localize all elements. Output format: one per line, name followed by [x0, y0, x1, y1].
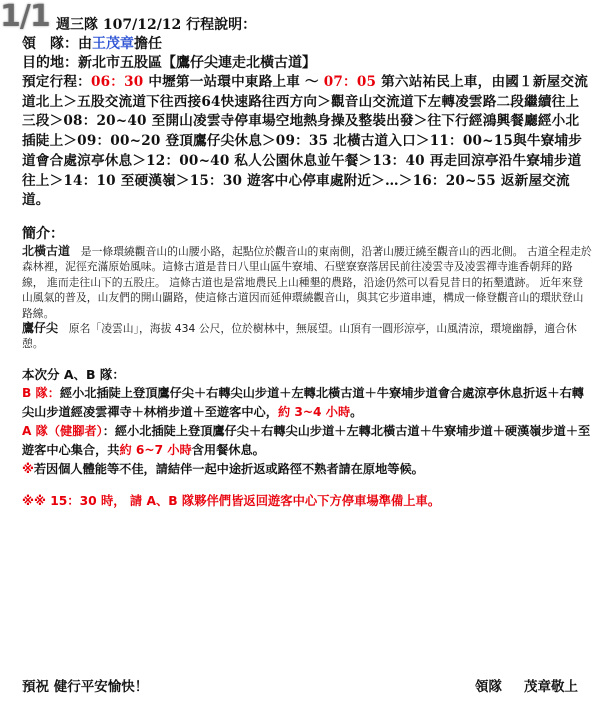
- footer-signature: 茂章敬上: [524, 679, 578, 695]
- intro-name-1: 北橫古道: [22, 243, 71, 258]
- itinerary-time-start: 06：30: [90, 74, 144, 90]
- title-prefix: 週三隊: [56, 17, 98, 33]
- title-date: 107/12/12 行程說明：: [98, 17, 257, 33]
- intro-paragraph-1: [22, 244, 592, 321]
- team-a-duration: 約 6~7 小時: [119, 442, 192, 457]
- team-b-description: [22, 384, 592, 422]
- itinerary-paragraph: [22, 73, 592, 211]
- intro-text-1: 是一條環繞觀音山的山腰小路，起點位於觀音山的東南側，沿著山腰迂繞至觀音山的西北側。 古道全程走於森林裡，泥徑充滿原始風味。這條古道是昔日八里山區牛寮埔、石壁寮寮落居民前往凌雲寺及凌雲禪寺進香朝拜的路線， 進而走往山下的五股庄。 這條古道也是當地農民上山種墾的農路，沿途仍然可以看見昔日的拓墾遺跡。 近年來登山風氣的普及，山友們的開山闢路，使這條古道因而延伸環繞觀音山，與其它步道串連，構成一條登觀音山的環狀登山路線。: [22, 244, 592, 320]
- leader-line: [22, 35, 592, 54]
- safety-note: [22, 460, 592, 479]
- page-indicator: 1/1: [0, 0, 50, 34]
- team-b-label: B 隊：: [22, 385, 60, 400]
- itinerary-time-second: 07：05: [323, 74, 377, 90]
- intro-name-2: 鷹仔尖: [22, 320, 59, 335]
- document-body: [22, 16, 592, 510]
- itinerary-segment-1: 中壢第一站環中東路上車 ～: [143, 74, 324, 90]
- safety-note-text: 若因個人體能等不佳，請結伴一起中途折返或路徑不熟者請在原地等候。: [33, 461, 424, 476]
- team-a-route: ：經小北插陡上登頂鷹仔尖＋右轉尖山步道＋左轉北橫古道＋牛寮埔步道＋硬漢嶺步道＋至遊客中心集合，共: [22, 423, 591, 457]
- teams-heading: 本次分 A、B 隊：: [22, 366, 125, 382]
- itinerary-segment-2: 第六站祐民上車，由國１新屋交流道北上＞五股交流道下往西接64快速路往西方向＞觀音山交流道下左轉凌雲路二段繼續往上三段＞08：20~40 至開山凌雲寺停車場空地熱身操及整裝出發＞往下行經鴻興餐廳經小北插陡上＞09：00~20 登頂鷹仔尖休息＞09：35 北橫古道入口＞11：00~15與牛寮埔步道會合處涼亭休息＞12：00~40 私人公園休息並午餐＞13：40 再走回涼亭沿牛寮埔步道往上＞14：10 至硬漢嶺＞15：30 遊客中心停車處附近＞…＞16：20~55 返新屋交流道。: [22, 74, 589, 209]
- intro-paragraph-2: [22, 321, 592, 352]
- leader-label: 領 隊：由: [22, 36, 92, 52]
- team-b-route: 經小北插陡上登頂鷹仔尖＋右轉尖山步道＋左轉北橫古道＋牛寮埔步道會合處涼亭休息折返＋右轉尖山步道經凌雲禪寺＋林梢步道＋至遊客中心，: [22, 385, 584, 419]
- team-a-end: 含用餐休息。: [191, 442, 265, 457]
- team-b-end: 。: [350, 404, 363, 419]
- leader-name: 王茂章: [92, 36, 134, 52]
- team-a-description: [22, 422, 592, 460]
- footer-signature-block: [453, 675, 578, 695]
- safety-note-mark: ※: [22, 461, 34, 476]
- itinerary-label: 預定行程：: [22, 74, 91, 90]
- document-title: [22, 16, 592, 35]
- team-a-label: A 隊（健腳者）: [22, 423, 103, 438]
- footer: [22, 675, 578, 695]
- footer-leader: 領隊: [475, 679, 502, 695]
- intro-heading: 簡介：: [22, 225, 64, 242]
- team-b-duration: 約 3~4 小時: [277, 404, 351, 419]
- return-notice: ※※ 15：30 時， 請 A、B 隊夥伴們皆返回遊客中心下方停車場準備上車。: [22, 493, 441, 508]
- intro-text-2: 原名「凌雲山」，海拔 434 公尺，位於樹林中，無展望。山頂有一圓形涼亭，山風清涼，環境幽靜，適合休憩。: [22, 321, 577, 351]
- footer-wish: 預祝 健行平安愉快！: [22, 679, 149, 695]
- destination-line: 目的地：新北市五股區【鷹仔尖連走北橫古道】: [22, 55, 316, 71]
- leader-suffix: 擔任: [134, 36, 162, 52]
